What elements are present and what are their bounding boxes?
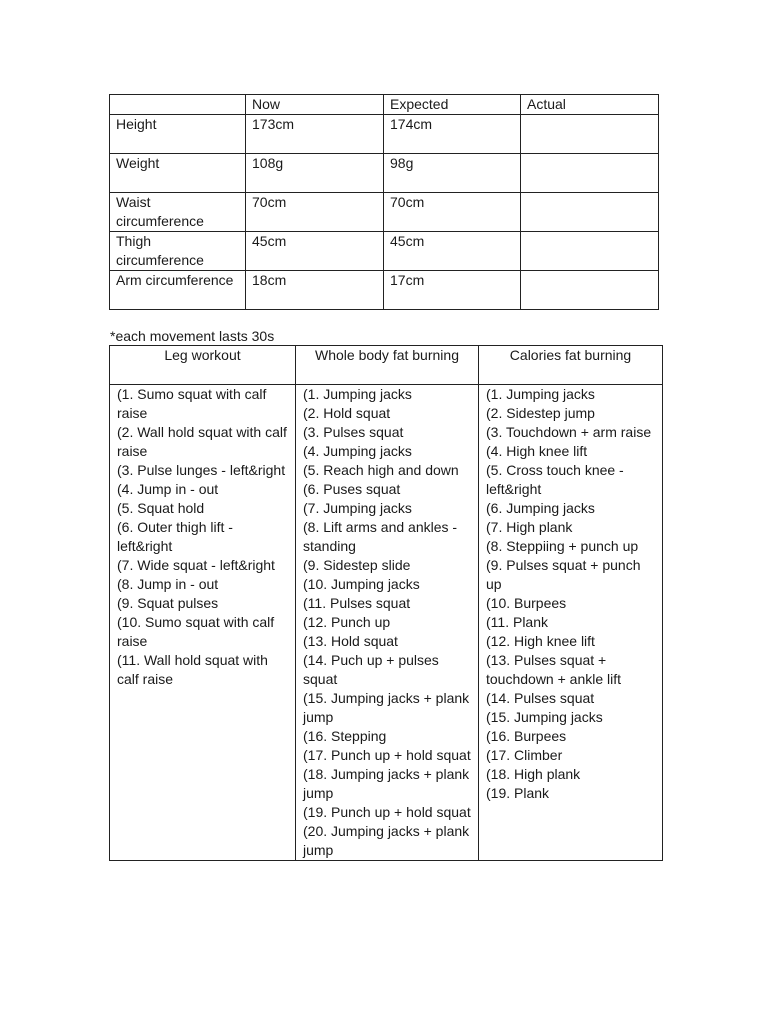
list-item: (17. Climber [486,747,563,763]
list-item: (2. Hold squat [303,405,391,421]
list-item: (18. High plank [486,766,581,782]
list-item: (13. Hold squat [303,633,398,649]
header-whole-body: Whole body fat burning [296,346,479,385]
list-item: (4. High knee lift [486,443,588,459]
now-value: 173cm [246,115,384,154]
list-item: (17. Punch up + hold squat [303,747,471,763]
list-item: (7. High plank [486,519,573,535]
list-item: (16. Stepping [303,728,387,744]
list-item: (1. Jumping jacks [486,386,595,402]
list-item: (3. Touchdown + arm raise [486,424,652,440]
list-item: (9. Pulses squat + punch up [486,557,641,592]
now-value: 18cm [246,271,384,310]
table-row [110,193,659,232]
list-item: (10. Jumping jacks [303,576,420,592]
list-item: (14. Pulses squat [486,690,595,706]
list-item: (9. Sidestep slide [303,557,411,573]
list-item: (5. Cross touch knee - left&right [486,462,624,497]
list-item: (15. Jumping jacks + plank jump [303,690,470,725]
header-leg-workout: Leg workout [110,346,296,385]
list-item: (6. Jumping jacks [486,500,595,516]
expected-value: 98g [384,154,521,193]
list-item: (5. Squat hold [117,500,205,516]
row-label: Height [110,115,246,154]
list-item: (19. Punch up + hold squat [303,804,471,820]
list-item: (6. Puses squat [303,481,401,497]
actual-value [521,115,659,154]
header-cell-now: Now [246,95,384,115]
now-value: 70cm [246,193,384,232]
list-item: (8. Jump in - out [117,576,219,592]
workout-list-row [110,385,663,861]
list-item: (1. Sumo squat with calf raise [117,386,267,421]
list-item: (10. Burpees [486,595,567,611]
header-cell-label [110,95,246,115]
table-row [110,154,659,193]
list-item: (6. Outer thigh lift - left&right [117,519,233,554]
list-item: (18. Jumping jacks + plank jump [303,766,470,801]
actual-value [521,232,659,271]
whole-body-list [296,385,479,861]
list-item: (14. Puch up + pulses squat [303,652,439,687]
table-row [110,115,659,154]
expected-value: 174cm [384,115,521,154]
list-item: (11. Plank [486,614,548,630]
header-calories: Calories fat burning [479,346,663,385]
header-cell-expected: Expected [384,95,521,115]
list-item: (10. Sumo squat with calf raise [117,614,275,649]
list-item: (12. Punch up [303,614,391,630]
list-item: (8. Steppiing + punch up [486,538,639,554]
row-label: Weight [110,154,246,193]
leg-workout-list [110,385,296,861]
calories-list [479,385,663,861]
list-item: (5. Reach high and down [303,462,459,478]
workout-table [109,345,663,861]
measurements-header-row [110,95,659,115]
actual-value [521,193,659,232]
expected-value: 70cm [384,193,521,232]
now-value: 108g [246,154,384,193]
workout-header-row [110,346,663,385]
now-value: 45cm [246,232,384,271]
row-label: Thigh circumference [110,232,246,271]
list-item: (2. Wall hold squat with calf raise [117,424,287,459]
list-item: (4. Jumping jacks [303,443,412,459]
list-item: (7. Wide squat - left&right [117,557,275,573]
expected-value: 45cm [384,232,521,271]
list-item: (1. Jumping jacks [303,386,412,402]
list-item: (3. Pulses squat [303,424,404,440]
row-label: Arm circumference [110,271,246,310]
movement-duration-note: *each movement lasts 30s [110,328,275,344]
list-item: (16. Burpees [486,728,567,744]
list-item: (11. Wall hold squat with calf raise [117,652,268,687]
list-item: (9. Squat pulses [117,595,219,611]
list-item: (15. Jumping jacks [486,709,603,725]
list-item: (2. Sidestep jump [486,405,595,421]
expected-value: 17cm [384,271,521,310]
list-item: (11. Pulses squat [303,595,411,611]
actual-value [521,154,659,193]
row-label: Waist circumference [110,193,246,232]
list-item: (8. Lift arms and ankles - standing [303,519,458,554]
list-item: (13. Pulses squat + touchdown + ankle lift [486,652,622,687]
list-item: (7. Jumping jacks [303,500,412,516]
table-row [110,232,659,271]
list-item: (19. Plank [486,785,550,801]
list-item: (20. Jumping jacks + plank jump [303,823,470,858]
table-row [110,271,659,310]
header-cell-actual: Actual [521,95,659,115]
list-item: (3. Pulse lunges - left&right [117,462,286,478]
list-item: (4. Jump in - out [117,481,219,497]
list-item: (12. High knee lift [486,633,595,649]
measurements-table [109,94,659,310]
actual-value [521,271,659,310]
